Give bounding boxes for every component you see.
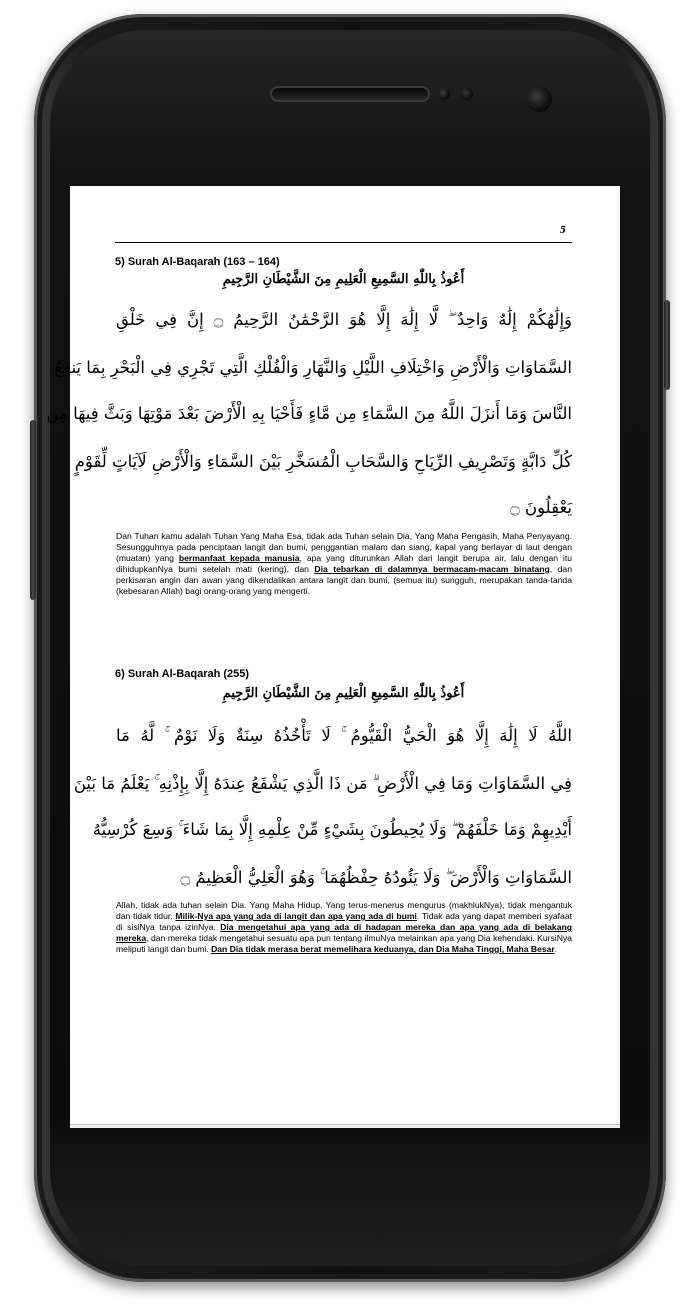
arabic-line: وَإِلَٰهُكُمْ إِلَٰهٌ وَاحِدٌ ۖ لَّا إِلَٰهَ إِلَّا هُوَ الرَّحْمَٰنُ الرَّحِيمُ ۝ إِنَّ فِي خَلْقِ <box>116 310 572 329</box>
translation-text: Allah, tidak ada tuhan selain Dia. Yang Maha Hidup, Yang terus-menerus mengurus (makhlukNya), tidak mengantuk dan tidak tidur. <box>116 900 572 921</box>
power-button[interactable] <box>664 300 670 390</box>
light-sensor <box>461 88 473 100</box>
arabic-line: فِي السَّمَاوَاتِ وَمَا فِي الْأَرْضِ ۗ مَن ذَا الَّذِي يَشْفَعُ عِندَهُ إِلَّا بِإِذْنِهِ ۚ يَعْلَمُ مَا بَيْنَ <box>73 774 572 793</box>
arabic-line: أَيْدِيهِمْ وَمَا خَلْفَهُمْ ۖ وَلَا يُحِيطُونَ بِشَيْءٍ مِّنْ عِلْمِهِ إِلَّا بِمَا شَاءَ ۚ وَسِعَ كُرْسِيُّهُ <box>92 820 572 839</box>
front-camera-icon <box>526 86 552 112</box>
translation-text: , apa yang diturunkan Allah dari langit berupa air, lalu dengan itu dihidupkanNya bumi setelah mati (kering), dan <box>116 553 572 574</box>
section-title: 6) Surah Al-Baqarah (255) <box>115 668 250 680</box>
highlighted-phrase: Dia tebarkan di dalamnya bermacam-macam binatang <box>314 564 550 574</box>
translation-text: , dan perkisaran angin dan awan yang dikendalikan antara langit dan bumi, (semua itu) sungguh, merupakan tanda-tanda (kebesaran Allah) bagi orang-orang yang mengerti. <box>116 564 572 596</box>
section-title: 5) Surah Al-Baqarah (163 – 164) <box>115 256 280 268</box>
document-page[interactable] <box>46 186 620 1128</box>
arabic-line: اللَّهُ لَا إِلَٰهَ إِلَّا هُوَ الْحَيُّ الْقَيُّومُ ۚ لَا تَأْخُذُهُ سِنَةٌ وَلَا نَوْمٌ ۚ لَّهُ مَا <box>116 726 572 745</box>
translation-paragraph <box>116 531 572 597</box>
highlighted-phrase: Dia mengetahui apa yang ada di hadapan mereka dan apa yang ada di belakang mereka <box>116 922 572 943</box>
arabic-line: النَّاسَ وَمَا أَنزَلَ اللَّهُ مِنَ السَّمَاءِ مِن مَّاءٍ فَأَحْيَا بِهِ الْأَرْضَ بَعْدَ مَوْتِهَا وَبَثَّ فِيهَا مِن <box>46 404 572 423</box>
translation-text: Dan Tuhan kamu adalah Tuhan Yang Maha Esa, tidak ada Tuhan selain Dia, Yang Maha Pengasih, Maha Penyayang. Sesungguhnya pada penciptaan langit dan bumi, penggantian malam dan siang, kapal yang berlayar di laut dengan (muatan) yang <box>116 531 572 563</box>
istiadhah-text: أَعُوذُ بِاللّٰهِ السَّمِيعِ الْعَلِيمِ مِنَ الشَّيْطَانِ الرَّجِيمِ <box>222 272 465 287</box>
header-rule <box>115 242 572 243</box>
translation-text: . <box>554 944 558 954</box>
page-number: 5 <box>559 226 566 236</box>
arabic-line: كُلِّ دَابَّةٍ وَتَصْرِيفِ الرِّيَاحِ وَالسَّحَابِ الْمُسَخَّرِ بَيْنَ السَّمَاءِ وَالْأَرْضِ لَآيَاتٍ لِّقَوْمٍ <box>74 452 572 471</box>
earpiece-speaker <box>270 86 430 102</box>
highlighted-phrase: bermanfaat kepada manusia <box>178 553 300 563</box>
highlighted-phrase: Milik-Nya apa yang ada di langit dan apa yang ada di bumi <box>175 911 417 921</box>
page-bottom-edge <box>70 1124 620 1128</box>
translation-text: . Tidak ada yang dapat memberi syafaat di sisiNya tanpa izinNya. <box>116 911 572 932</box>
istiadhah-text: أَعُوذُ بِاللّٰهِ السَّمِيعِ الْعَلِيمِ مِنَ الشَّيْطَانِ الرَّجِيمِ <box>222 686 465 701</box>
highlighted-phrase: Dan Dia tidak merasa berat memelihara keduanya, dan Dia Maha Tinggi, Maha Besar <box>211 944 555 954</box>
arabic-line: السَّمَاوَاتِ وَالْأَرْضِ وَاخْتِلَافِ اللَّيْلِ وَالنَّهَارِ وَالْفُلْكِ الَّتِي تَجْرِي فِي الْبَحْرِ بِمَا يَنفَعُ <box>54 358 572 377</box>
arabic-line: يَعْقِلُونَ ۝ <box>510 498 572 517</box>
translation-paragraph <box>116 900 572 955</box>
volume-button[interactable] <box>30 420 36 600</box>
arabic-line: السَّمَاوَاتِ وَالْأَرْضَ ۖ وَلَا يَئُودُهُ حِفْظُهُمَا ۚ وَهُوَ الْعَلِيُّ الْعَظِيمُ ۝ <box>180 868 572 887</box>
proximity-sensor <box>438 88 450 100</box>
translation-text: , dan mereka tidak mengetahui sesuatu apa pun tentang ilmuNya melainkan apa yang Dia kehendaki. KursiNya meliputi langit dan bumi. <box>116 933 572 954</box>
